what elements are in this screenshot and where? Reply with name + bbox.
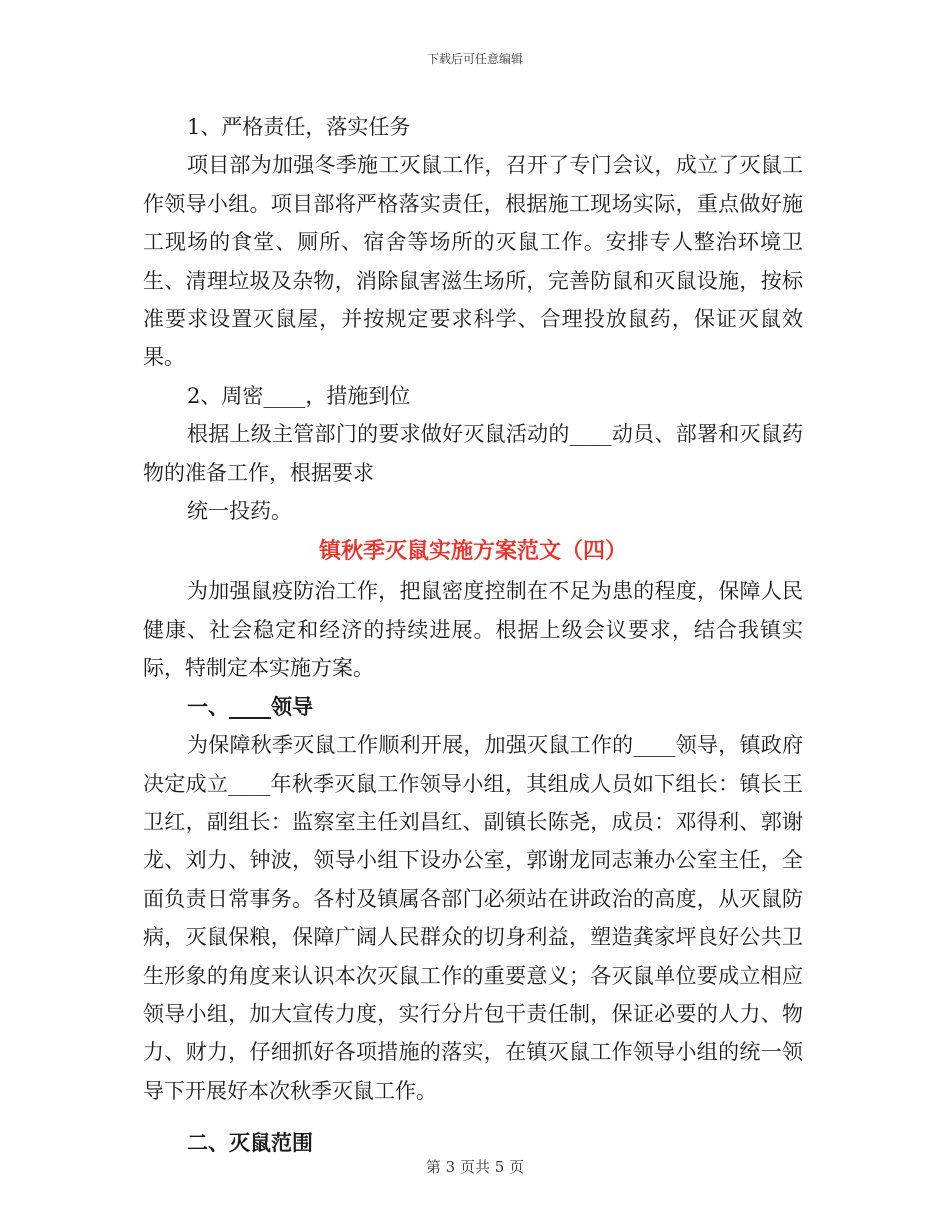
- page-header: 下载后可任意编辑: [426, 52, 523, 66]
- part1-heading: 一、____领导: [187, 693, 313, 719]
- section1-heading: 1、严格责任，落实任务: [187, 115, 411, 139]
- intro-paragraph: 为加强鼠疫防治工作，把鼠密度控制在不足为患的程度，保障人民健康、社会稳定和经济的持续进展。根据上级会议要求，结合我镇实际，特制定本实施方案。: [143, 579, 803, 681]
- section2-heading: 2、周密____，措施到位: [187, 383, 411, 408]
- section2-paragraph: 根据上级主管部门的要求做好灭鼠活动的____动员、部署和灭鼠药物的准备工作，根据要求: [143, 422, 803, 485]
- section2-continuation: 统一投药。: [187, 499, 292, 524]
- document-body: [143, 108, 803, 1163]
- document-title: 镇秋季灭鼠实施方案范文（四）: [318, 538, 627, 565]
- part1-paragraph: 为保障秋季灭鼠工作顺利开展，加强灭鼠工作的____领导，镇政府决定成立____年秋季灭鼠工作领导小组，其组成人员如下组长：镇长王卫红，副组长：监察室主任刘昌红、副镇长陈尧，成员：邓得利、郭谢龙、刘力、钟波，领导小组下设办公室，郭谢龙同志兼办公室主任，全面负责日常事务。各村及镇属各部门必须站在讲政治的高度，从灭鼠防病，灭鼠保粮，保障广阔人民群众的切身利益，塑造龚家坪良好公共卫生形象的角度来认识本次灭鼠工作的重要意义；各灭鼠单位要成立相应领导小组，加大宣传力度，实行分片包干责任制，保证必要的人力、物力、财力，仔细抓好各项措施的落实，在镇灭鼠工作领导小组的统一领导下开展好本次秋季灭鼠工作。: [143, 733, 803, 1103]
- part2-heading: 二、灭鼠范围: [187, 1130, 313, 1156]
- section1-paragraph: 项目部为加强冬季施工灭鼠工作，召开了专门会议，成立了灭鼠工作领导小组。项目部将严格落实责任，根据施工现场实际，重点做好施工现场的食堂、厕所、宿舍等场所的灭鼠工作。安排专人整治环境卫生、清理垃圾及杂物，消除鼠害滋生场所，完善防鼠和灭鼠设施，按标准要求设置灭鼠屋，并按规定要求科学、合理投放鼠药，保证灭鼠效果。: [143, 153, 803, 370]
- page-footer: 第 3 页共 5 页: [425, 1158, 525, 1176]
